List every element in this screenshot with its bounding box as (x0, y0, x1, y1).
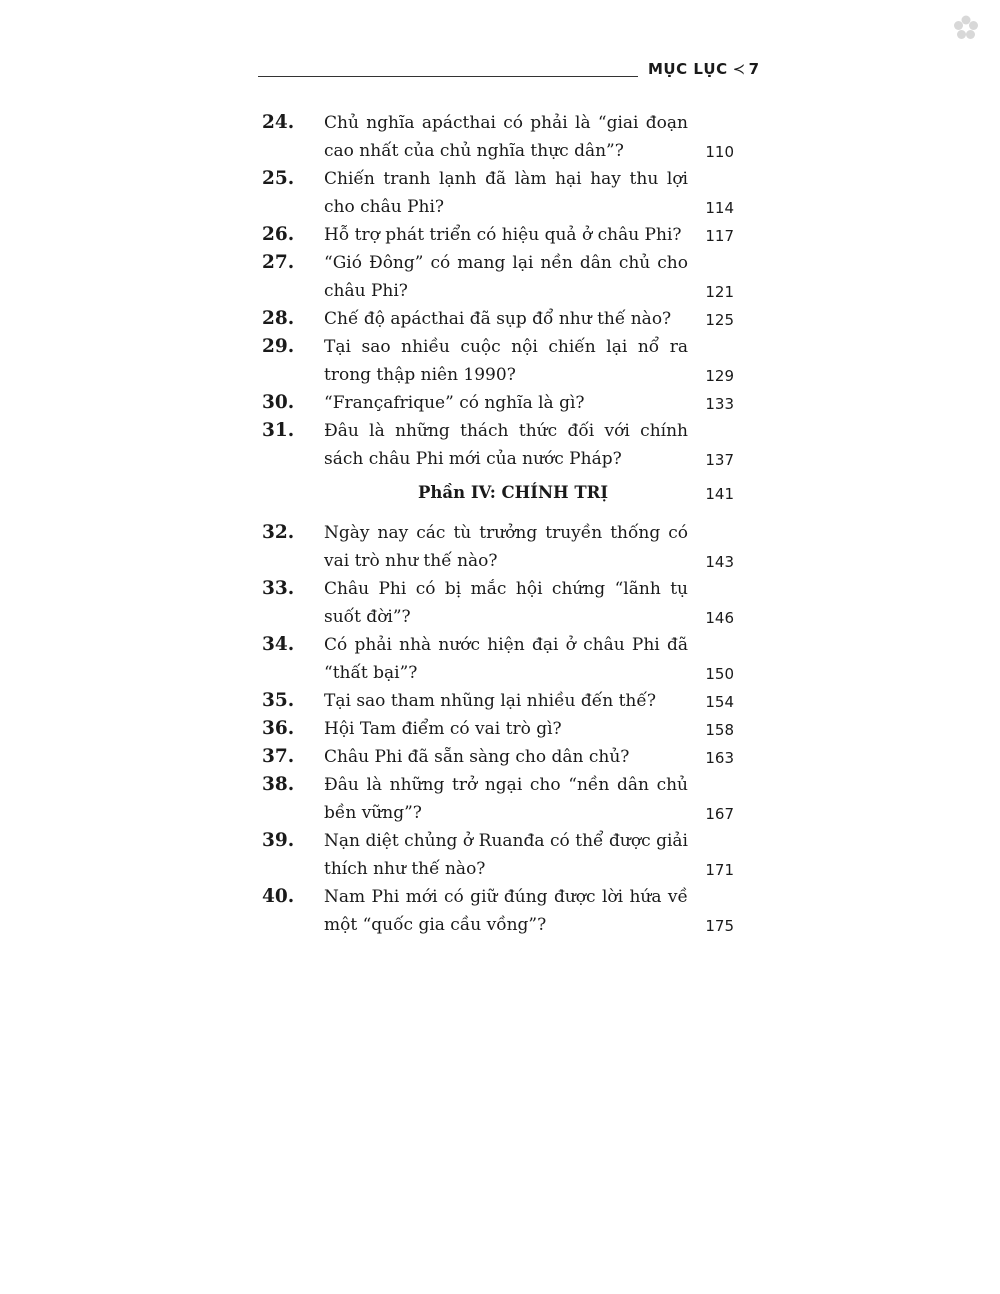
entry-title: Hỗ trợ phát triển có hiệu quả ở châu Phi? (324, 225, 682, 245)
entry-number: 31. (262, 420, 295, 441)
page-number: 7 (748, 60, 760, 78)
section-title: Phần IV: CHÍNH TRỊ (418, 483, 609, 502)
entry-title: Chủ nghĩa apácthai có phải là “giai đoạn cao nhất của chủ nghĩa thực dân”? (324, 113, 688, 161)
toc-entry (262, 883, 742, 939)
toc-entry (262, 333, 742, 389)
entry-title: Nam Phi mới có giữ đúng được lời hứa về một “quốc gia cầu vồng”? (324, 887, 688, 935)
entry-page-number: 167 (705, 805, 734, 823)
entry-number: 36. (262, 718, 295, 739)
entry-page-number: 129 (705, 367, 734, 385)
entry-page-number: 125 (705, 311, 734, 329)
entry-title: Tại sao nhiều cuộc nội chiến lại nổ ra trong thập niên 1990? (324, 337, 688, 385)
entry-page-number: 171 (705, 861, 734, 879)
entry-number: 29. (262, 336, 295, 357)
toc-entry (262, 519, 742, 575)
entry-page-number: 114 (705, 199, 734, 217)
entry-page-number: 158 (705, 721, 734, 739)
entry-page-number: 150 (705, 665, 734, 683)
toc-entry (262, 575, 742, 631)
toc-entry (262, 165, 742, 221)
entry-number: 34. (262, 634, 295, 655)
entry-page-number: 175 (705, 917, 734, 935)
entry-number: 38. (262, 774, 295, 795)
flower-ornament-icon (952, 14, 980, 42)
running-title (648, 60, 760, 78)
entry-page-number: 154 (705, 693, 734, 711)
entry-page-number: 143 (705, 553, 734, 571)
header-title-text: MỤC LỤC (648, 60, 728, 78)
toc-entry (262, 631, 742, 687)
entry-page-number: 133 (705, 395, 734, 413)
entry-number: 33. (262, 578, 295, 599)
entry-number: 30. (262, 392, 295, 413)
toc-entry (262, 417, 742, 473)
section-heading (262, 481, 742, 518)
header-arrow-icon: ≺ (732, 60, 746, 78)
entry-page-number: 110 (705, 143, 734, 161)
entry-number: 39. (262, 830, 295, 851)
entry-number: 32. (262, 522, 295, 543)
entry-title: Nạn diệt chủng ở Ruanđa có thể được giải thích như thế nào? (324, 831, 688, 879)
toc-entry (262, 249, 742, 305)
toc-entry (262, 687, 742, 715)
entry-title: Châu Phi có bị mắc hội chứng “lãnh tụ suốt đời”? (324, 579, 688, 627)
entry-title: “Françafrique” có nghĩa là gì? (324, 393, 585, 413)
entry-number: 25. (262, 168, 295, 189)
entry-number: 27. (262, 252, 295, 273)
toc-group-part3 (262, 109, 742, 473)
toc-entry (262, 109, 742, 165)
entry-title: Ngày nay các tù trưởng truyền thống có vai trò như thế nào? (324, 523, 688, 571)
entry-number: 40. (262, 886, 295, 907)
entry-page-number: 163 (705, 749, 734, 767)
toc-entry (262, 715, 742, 743)
entry-title: Chiến tranh lạnh đã làm hại hay thu lợi cho châu Phi? (324, 169, 688, 217)
entry-page-number: 117 (705, 227, 734, 245)
page-header (258, 58, 760, 86)
entry-title: “Gió Đông” có mang lại nền dân chủ cho châu Phi? (324, 253, 688, 301)
toc-entry (262, 743, 742, 771)
header-rule (258, 76, 638, 77)
entry-number: 26. (262, 224, 295, 245)
entry-number: 28. (262, 308, 295, 329)
toc-entry (262, 827, 742, 883)
entry-number: 37. (262, 746, 295, 767)
entry-title: Tại sao tham nhũng lại nhiều đến thế? (324, 691, 656, 711)
entry-number: 24. (262, 112, 295, 133)
toc-entry (262, 771, 742, 827)
entry-page-number: 146 (705, 609, 734, 627)
entry-number: 35. (262, 690, 295, 711)
entry-title: Chế độ apácthai đã sụp đổ như thế nào? (324, 309, 672, 329)
entry-title: Châu Phi đã sẵn sàng cho dân chủ? (324, 747, 630, 767)
toc-group-part4 (262, 519, 742, 939)
entry-title: Có phải nhà nước hiện đại ở châu Phi đã “thất bại”? (324, 635, 688, 683)
section-page-number: 141 (705, 485, 734, 503)
toc-entry (262, 221, 742, 249)
entry-title: Đâu là những trở ngại cho “nền dân chủ bền vững”? (324, 775, 688, 823)
entry-title: Hội Tam điểm có vai trò gì? (324, 719, 562, 739)
toc-entry (262, 305, 742, 333)
toc-entry (262, 389, 742, 417)
table-of-contents (262, 109, 742, 939)
entry-page-number: 137 (705, 451, 734, 469)
entry-title: Đâu là những thách thức đối với chính sách châu Phi mới của nước Pháp? (324, 421, 688, 469)
entry-page-number: 121 (705, 283, 734, 301)
